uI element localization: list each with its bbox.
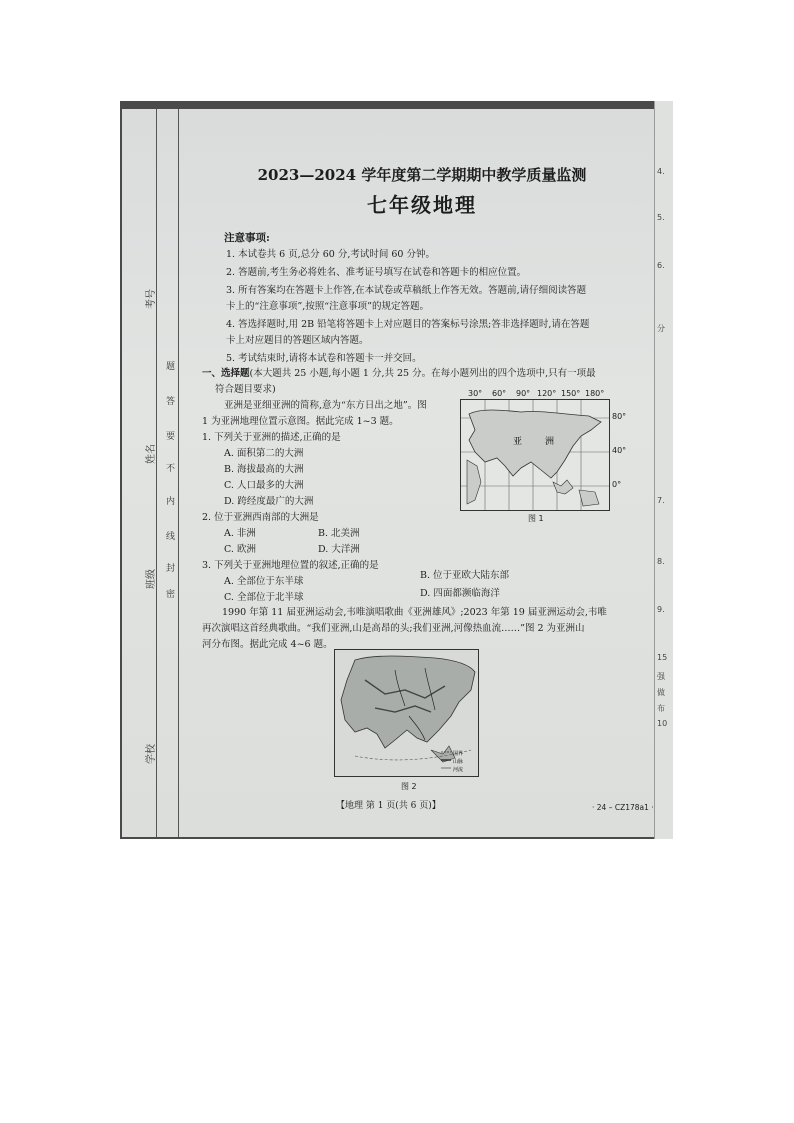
- school-label: 学校: [146, 744, 157, 764]
- question-1-option: C. 人口最多的大洲: [224, 480, 304, 491]
- next-page-number: 7.: [657, 496, 665, 505]
- next-page-number: 8.: [657, 557, 665, 566]
- passage-line: 1 为亚洲地理位置示意图。据此完成 1~3 题。: [202, 416, 399, 427]
- passage-line: 亚洲是亚细亚洲的简称,意为“东方日出之地”。图: [224, 400, 427, 411]
- question-1-option: A. 面积第二的大洲: [224, 448, 304, 459]
- binding-line-inner: [178, 109, 179, 837]
- exam-subject: 七年级地理: [367, 193, 477, 217]
- seal-char: 封: [166, 564, 176, 574]
- next-page-number: 15: [657, 653, 668, 662]
- figure-1-caption: 图 1: [528, 514, 544, 523]
- next-page-number: 5.: [657, 213, 665, 222]
- question-2-option: B. 北美洲: [318, 528, 360, 539]
- seal-char: 不: [166, 464, 176, 474]
- next-page-number: 9.: [657, 605, 665, 614]
- exam-page: [122, 109, 654, 837]
- binding-line-outer: [156, 109, 157, 837]
- latitude-label: 80°: [612, 412, 627, 421]
- asia-location-map: [461, 400, 609, 510]
- passage-line: 再次演唱这首经典歌曲。“我们亚洲,山是高昂的头;我们亚洲,河像热血流……”图 2 为亚洲山: [202, 623, 585, 634]
- class-label: 班级: [146, 569, 157, 589]
- exam-code: · 24 – CZ178a1 ·: [592, 803, 654, 812]
- notice-item: 4. 答选择题时,用 2B 铅笔将答题卡上对应题目的答案标号涂黑;答非选择题时,请在答题: [226, 319, 590, 330]
- section-rules-cont: 符合题目要求): [215, 384, 276, 395]
- section-rules: (本大题共 25 小题,每小题 1 分,共 25 分。在每小题列出的四个选项中,只有一项最: [249, 368, 596, 379]
- question-1-stem: 1. 下列关于亚洲的描述,正确的是: [202, 432, 341, 443]
- question-3-option: A. 全部位于东半球: [224, 576, 304, 587]
- legend-item: 国界: [453, 751, 464, 757]
- next-page-number: 10: [657, 719, 668, 728]
- seal-char: 要: [166, 432, 176, 442]
- question-2-option: A. 非洲: [224, 528, 256, 539]
- notice-item: 2. 答题前,考生务必将姓名、准考证号填写在试卷和答题卡的相应位置。: [226, 267, 527, 278]
- question-2-option: D. 大洋洲: [318, 544, 360, 555]
- seal-char: 内: [166, 497, 176, 507]
- next-page-edge: [654, 101, 673, 839]
- asia-mountains-rivers-map: [335, 650, 478, 776]
- notice-item: 5. 考试结束时,请将本试卷和答题卡一并交回。: [226, 353, 422, 364]
- next-page-number: 强: [657, 672, 665, 681]
- question-1-option: D. 跨经度最广的大洲: [224, 496, 314, 507]
- name-label: 姓名: [146, 444, 157, 464]
- figure-1-map: [460, 399, 610, 511]
- question-3-option: D. 四面都濒临海洋: [420, 588, 500, 599]
- exam-no-label: 考号: [146, 289, 157, 309]
- legend-item: 河流: [453, 767, 464, 773]
- longitude-label: 30°: [468, 389, 483, 398]
- question-2-option: C. 欧洲: [224, 544, 256, 555]
- question-2-stem: 2. 位于亚洲西南部的大洲是: [202, 512, 319, 523]
- figure-2-map: [334, 649, 479, 777]
- notice-heading: 注意事项:: [224, 232, 270, 244]
- passage-line: 河分布图。据此完成 4~6 题。: [202, 639, 333, 650]
- seal-char: 题: [166, 362, 176, 372]
- notice-item: 卡上的“注意事项”,按照“注意事项”的规定答题。: [226, 301, 429, 312]
- notice-item: 3. 所有答案均在答题卡上作答,在本试卷或草稿纸上作答无效。答题前,请仔细阅读答题: [226, 285, 587, 296]
- seal-char: 线: [166, 532, 176, 542]
- map-label: 亚: [513, 437, 523, 447]
- latitude-label: 40°: [612, 446, 627, 455]
- seal-char: 答: [166, 397, 176, 407]
- map-label: 洲: [545, 437, 555, 447]
- notice-item: 卡上对应题目的答题区域内答题。: [226, 335, 369, 346]
- question-3-stem: 3. 下列关于亚洲地理位置的叙述,正确的是: [202, 560, 379, 571]
- photo-frame: [120, 101, 673, 839]
- seal-char: 密: [166, 590, 176, 600]
- section-heading: 一、选择题: [202, 368, 250, 379]
- longitude-label: 60°: [492, 389, 507, 398]
- longitude-label: 150°: [561, 389, 581, 398]
- longitude-label: 120°: [537, 389, 557, 398]
- next-page-number: 布: [657, 704, 665, 713]
- longitude-label: 90°: [516, 389, 531, 398]
- exam-title: 2023—2024 学年度第二学期期中教学质量监测: [257, 166, 587, 184]
- next-page-number: 6.: [657, 261, 665, 270]
- next-page-number: 分: [657, 324, 665, 333]
- question-3-option: B. 位于亚欧大陆东部: [420, 570, 510, 581]
- longitude-label: 180°: [585, 389, 605, 398]
- section-intro: [202, 367, 596, 381]
- next-page-number: 做: [657, 688, 665, 697]
- figure-2-caption: 图 2: [401, 782, 417, 791]
- notice-item: 1. 本试卷共 6 页,总分 60 分,考试时间 60 分钟。: [226, 249, 435, 260]
- legend-item: 山脉: [453, 759, 464, 765]
- question-3-option: C. 全部位于北半球: [224, 592, 304, 603]
- passage-line: 1990 年第 11 届亚洲运动会,韦唯演唱歌曲《亚洲雄风》;2023 年第 19 届亚洲运动会,韦唯: [222, 607, 607, 618]
- latitude-label: 0°: [612, 480, 622, 489]
- question-1-option: B. 海拔最高的大洲: [224, 464, 304, 475]
- next-page-number: 4.: [657, 167, 665, 176]
- page-footer: 【地理 第 1 页(共 6 页)】: [336, 801, 441, 811]
